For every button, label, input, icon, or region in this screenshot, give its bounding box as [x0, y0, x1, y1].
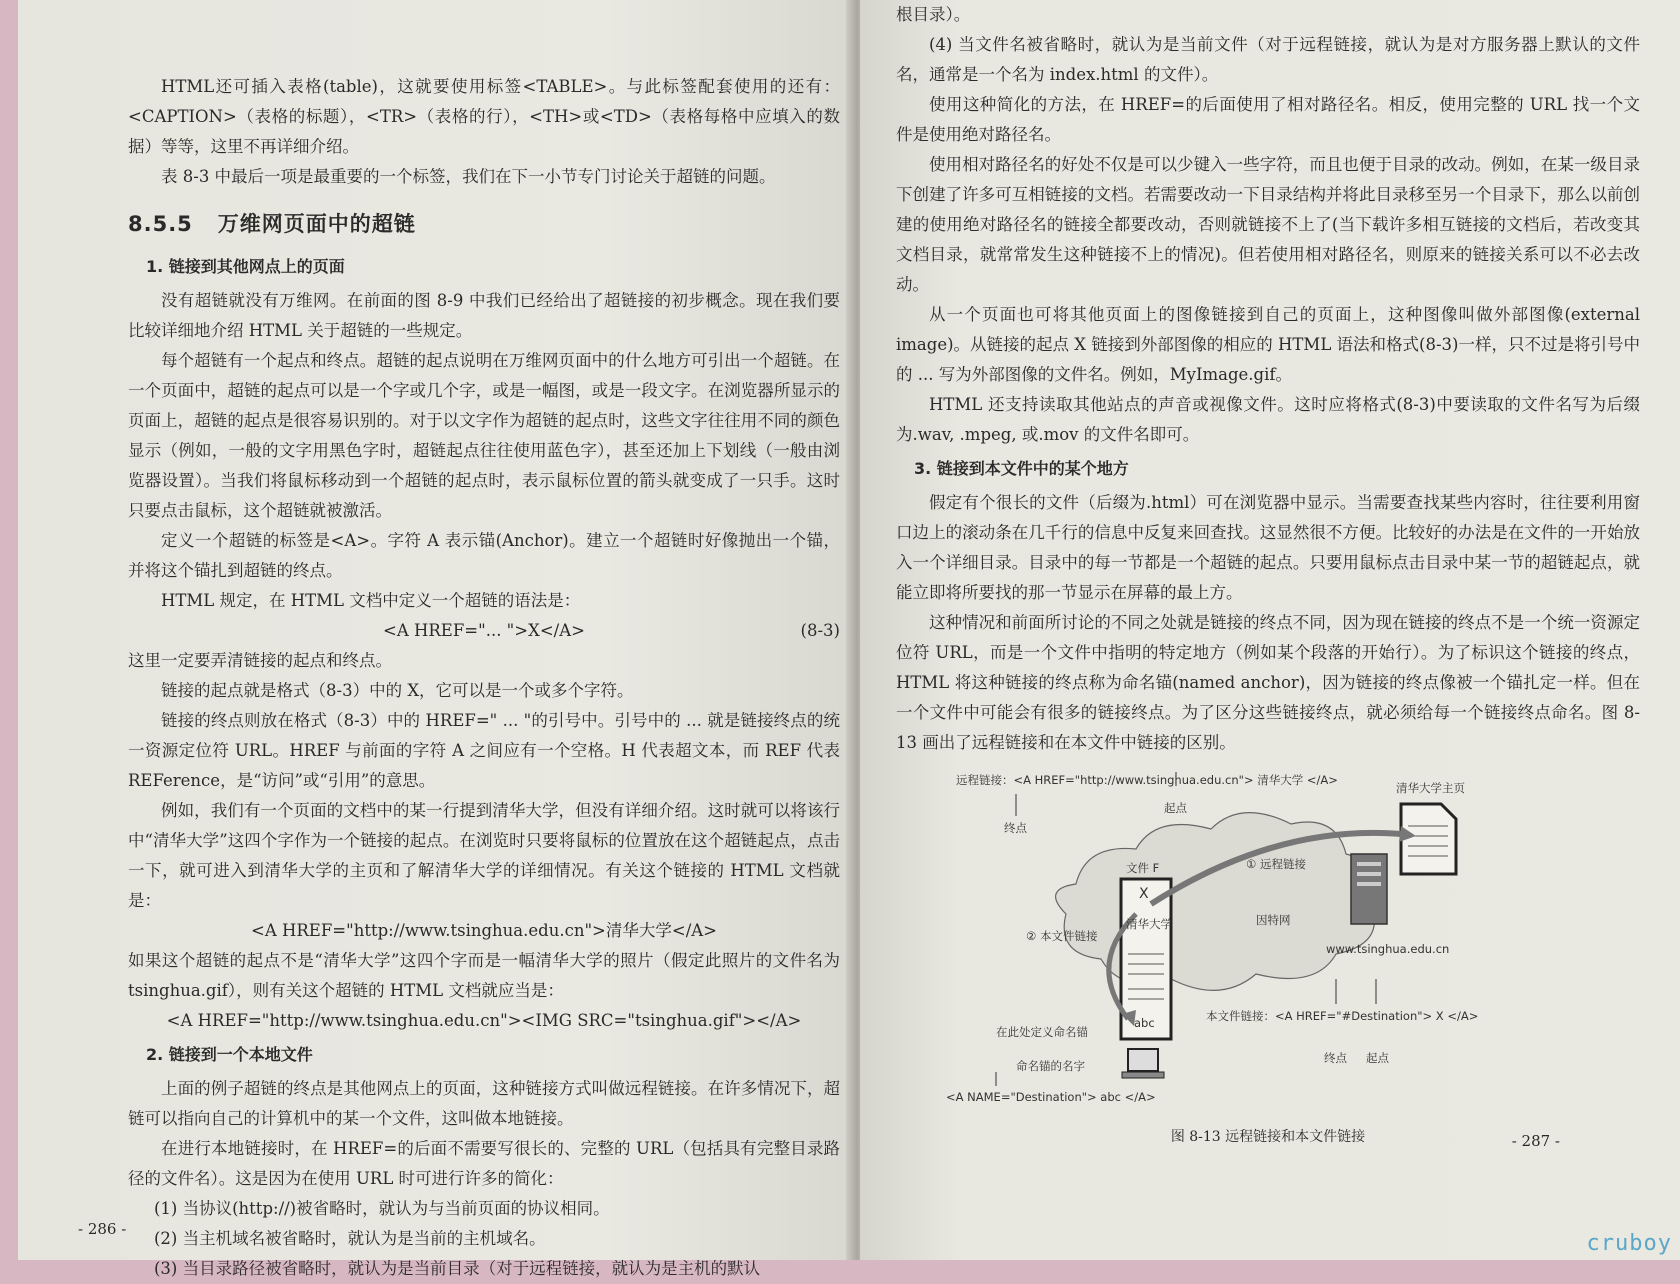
code-line: <A HREF="http://www.tsinghua.edu.cn">清华大学</A> [251, 921, 717, 940]
figure-drawing [896, 764, 1616, 1104]
paragraph: 在进行本地链接时，在 HREF=的后面不需要写很长的、完整的 URL（包括具有完整目录路径的文件名）。这是因为在使用 URL 时可进行许多的简化： [128, 1139, 840, 1188]
paragraph: 定义一个超链的标签是<A>。字符 A 表示锚(Anchor)。建立一个超链时好像抛出一个锚，并将这个锚扎到超链的终点。 [128, 531, 840, 580]
list-item: (2) 当主机域名被省略时，就认为是当前的主机域名。 [154, 1229, 546, 1248]
section-heading [128, 208, 840, 238]
subsection-heading: 3. 链接到本文件中的某个地方 [914, 459, 1129, 478]
paragraph: 没有超链就没有万维网。在前面的图 8-9 中我们已经给出了超链接的初步概念。现在我们要比较详细地介绍 HTML 关于超链的一些规定。 [128, 291, 840, 340]
code-line: <A HREF="http://www.tsinghua.edu.cn"><IMG SRC="tsinghua.gif"></A> [166, 1011, 802, 1030]
paragraph: 表 8-3 中最后一项是最重要的一个标签，我们在下一小节专门讨论关于超链的问题。 [161, 167, 776, 186]
paragraph: 每个超链有一个起点和终点。超链的起点说明在万维网页面中的什么地方可引出一个超链。在一个页面中，超链的起点可以是一个字或几个字，或是一幅图，或是一段文字。在浏览器所显示的页面上，超链的起点是很容易识别的。对于以文字作为超链的起点时，这些文字往往用不同的颜色显示（例如，一般的文字用黑色字时，超链起点往往使用蓝色字），甚至还加上下划线（一般由浏览器设置）。当我们将鼠标移动到一个超链的起点时，表示鼠标位置的箭头就变成了一只手。这时只要点击鼠标，这个超链就被激活。 [128, 351, 840, 520]
define-anchor-label: 在此处定义命名锚 [996, 1025, 1088, 1039]
tsinghua-anchor-text: 清华大学 [1126, 917, 1172, 931]
paragraph: 使用相对路径名的好处不仅是可以少键入一些字符，而且也便于目录的改动。例如，在某一级目录下创建了许多可互相链接的文档。若需要改动一下目录结构并将此目录移至另一个目录下，那么以前创建的使用绝对路径名的链接全都要改动，否则就链接不上了(当下载许多相互链接的文档后，若改变其文档目录，就常常发生这种链接不上的情况)。但若使用相对路径名，则原来的链接关系可以不必去改动。 [896, 155, 1640, 294]
homepage-document [1401, 804, 1456, 874]
paragraph: 例如，我们有一个页面的文档中的某一行提到清华大学，但没有详细介绍。这时就可以将该行中“清华大学”这四个字作为一个链接的起点。在浏览时只要将鼠标的位置放在这个超链起点，点击一下，就可进入到清华大学的主页和了解清华大学的详细情况。有关这个链接的 HTML 文档就是： [128, 801, 840, 910]
watermark: cruboy [1586, 1231, 1672, 1256]
internet-label: 因特网 [1256, 913, 1291, 927]
start-label: 起点 [1164, 801, 1187, 815]
paragraph: 链接的起点就是格式（8-3）中的 X，它可以是一个或多个字符。 [161, 681, 634, 700]
file-f-label: 文件 F [1126, 861, 1160, 875]
list-item: (3) 当目录路径被省略时，就认为是当前目录（对于远程链接，就认为是主机的默认 [154, 1259, 761, 1278]
section-number: 8.5.5 [128, 212, 193, 236]
page-number: - 286 - [78, 1220, 127, 1238]
paragraph: HTML 还支持读取其他站点的声音或视像文件。这时应将格式(8-3)中要读取的文件名写为后缀为.wav, .mpeg, 或.mov 的文件名即可。 [896, 395, 1640, 444]
section-title: 万维网页面中的超链 [217, 212, 416, 236]
local-arrow-label: ② 本文件链接 [1026, 929, 1098, 943]
start-label-2: 起点 [1366, 1051, 1389, 1065]
simplification-list [128, 1194, 840, 1284]
page-number: - 287 - [1511, 1132, 1560, 1150]
syntax-block [128, 616, 840, 646]
figure-caption: 图 8-13 远程链接和本文件链接 [1170, 1129, 1366, 1145]
list-item: (1) 当协议(http://)被省略时，就认为与当前页面的协议相同。 [154, 1199, 610, 1218]
local-link-label: 本文件链接：<A HREF="#Destination"> X </A> [1206, 1009, 1479, 1023]
paragraph: HTML还可插入表格(table)，这就要使用标签<TABLE>。与此标签配套使用的还有：<CAPTION>（表格的标题），<TR>（表格的行），<TH>或<TD>（表格每格中应填入的数据）等等，这里不再详细介绍。 [128, 77, 840, 156]
endpoint-label-2: 终点 [1324, 1051, 1347, 1065]
server-domain-label: www.tsinghua.edu.cn [1326, 942, 1450, 956]
left-page [18, 0, 858, 1278]
homepage-label: 清华大学主页 [1396, 781, 1465, 795]
paragraph: 从一个页面也可将其他页面上的图像链接到自己的页面上，这种图像叫做外部图像(external image)。从链接的起点 X 链接到外部图像的相应的 HTML 语法和格式(8-3)一样，只不过是将引号中的 ... 写为外部图像的文件名。例如，MyImage.gif。 [896, 305, 1640, 384]
x-mark: X [1139, 886, 1149, 902]
paragraph: 使用这种简化的方法，在 HREF=的后面使用了相对路径名。相反，使用完整的 URL 找一个文件是使用绝对路径名。 [896, 95, 1640, 144]
remote-link-label: 远程链接：<A HREF="http://www.tsinghua.edu.cn"> 清华大学 </A> [956, 773, 1338, 787]
list-item: (4) 当文件名被省略时，就认为是当前文件（对于远程链接，就认为是对方服务器上默认的文件名，通常是一个名为 index.html 的文件）。 [896, 35, 1640, 84]
right-page [860, 0, 1680, 1260]
paragraph: 假定有个很长的文件（后缀为.html）可在浏览器中显示。当需要查找某些内容时，往往要利用窗口边上的滚动条在几千行的信息中反复来回查找。这显然很不方便。比较好的办法是在文件的一开始放入一个详细目录。目录中的每一节都是一个超链的起点。只要用鼠标点击目录中某一节的超链起点，就能立即将所要找的那一节显示在屏幕的最上方。 [896, 493, 1640, 602]
subsection-heading: 2. 链接到一个本地文件 [146, 1045, 313, 1064]
figure-8-13 [896, 764, 1616, 1124]
paragraph: 这种情况和前面所讨论的不同之处就是链接的终点不同，因为现在链接的终点不是一个统一资源定位符 URL，而是一个文件中指明的特定地方（例如某个段落的开始行）。为了标识这个链接的终点，HTML 将这种链接的终点称为命名锚(named anchor)，因为链接的终点像被一个锚扎定一样。但在一个文件中可能会有很多的链接终点。为了区分这些链接终点，就必须给每一个链接终点命名。图 8-13 画出了远程链接和在本文件中链接的区别。 [896, 613, 1640, 752]
anchor-definition: <A NAME="Destination"> abc </A> [946, 1090, 1156, 1104]
remote-arrow-label: ① 远程链接 [1246, 857, 1306, 871]
abc-text: abc [1134, 1016, 1155, 1030]
equation-number: (8-3) [800, 621, 840, 640]
syntax-line: <A HREF="... ">X</A> [383, 621, 585, 640]
anchor-name-label: 命名锚的名字 [1016, 1059, 1085, 1073]
paragraph: 上面的例子超链的终点是其他网点上的页面，这种链接方式叫做远程链接。在许多情况下，超链可以指向自己的计算机中的某一个文件，这叫做本地链接。 [128, 1079, 840, 1128]
computer-icon [1128, 1049, 1158, 1071]
paragraph: 如果这个超链的起点不是“清华大学”这四个字而是一幅清华大学的照片（假定此照片的文件名为 tsinghua.gif），则有关这个超链的 HTML 文档就应当是： [128, 951, 840, 1000]
subsection-heading: 1. 链接到其他网点上的页面 [146, 257, 345, 276]
internet-cloud [1056, 813, 1376, 991]
paragraph: HTML 规定，在 HTML 文档中定义一个超链的语法是： [161, 591, 581, 610]
paragraph: 这里一定要弄清链接的起点和终点。 [128, 651, 392, 670]
paragraph: 链接的终点则放在格式（8-3）中的 HREF=" ... "的引号中。引号中的 ... 就是链接终点的统一资源定位符 URL。HREF 与前面的字符 A 之间应有一个空格。H 代表超文本，而 REF 代表 REFerence，是“访问”或“引用”的意思。 [128, 711, 840, 790]
endpoint-label: 终点 [1004, 821, 1027, 835]
paragraph: 根目录）。 [896, 5, 971, 24]
